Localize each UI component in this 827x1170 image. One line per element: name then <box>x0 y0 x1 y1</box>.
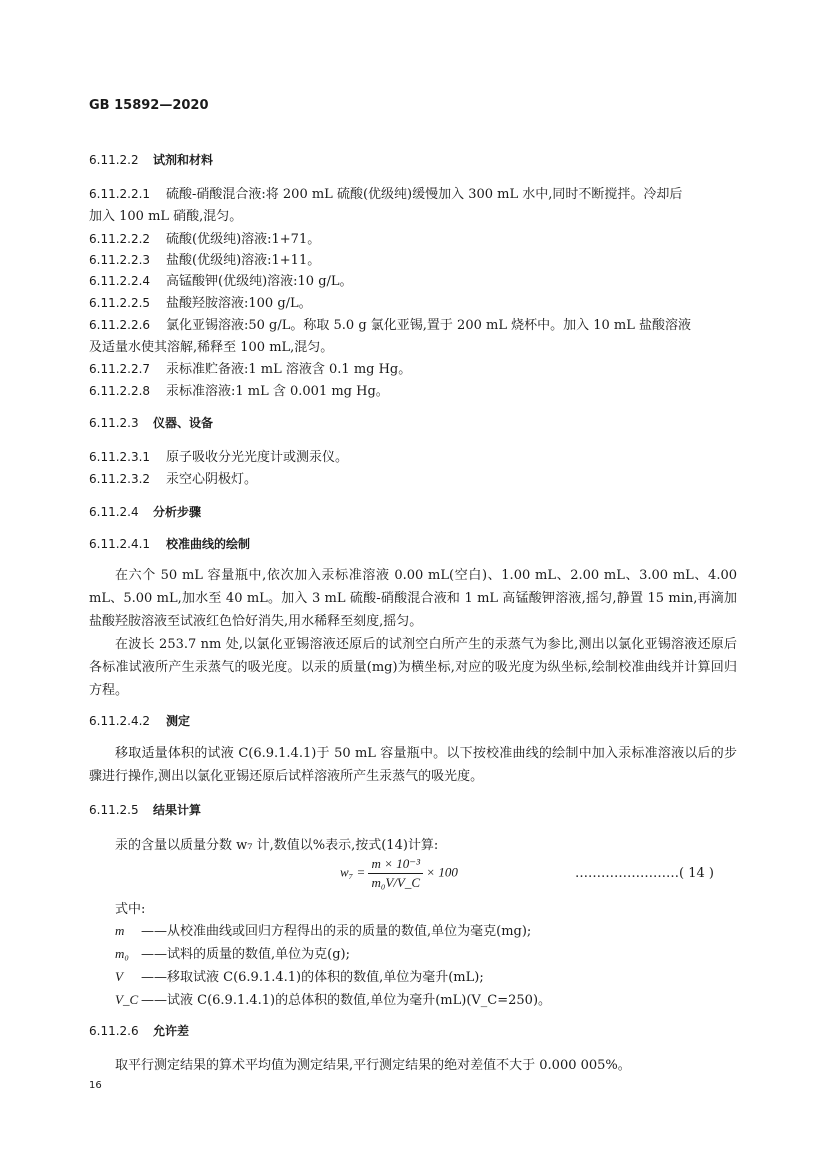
variable-m: m ——从校准曲线或回归方程得出的汞的质量的数值,单位为毫克(mg); <box>115 923 532 939</box>
standard-number: GB 15892—2020 <box>89 98 209 113</box>
equation-number: ……………………( 14 ) <box>575 866 714 881</box>
clause-6-11-2-2-8: 6.11.2.2.8 汞标准溶液:1 mL 含 0.001 mg Hg。 <box>89 384 389 399</box>
clause-6-11-2-2-3: 6.11.2.2.3 盐酸(优级纯)溶液:1+11。 <box>89 253 321 268</box>
where-label: 式中: <box>115 902 146 917</box>
page-number: 16 <box>89 1080 102 1091</box>
clause-6-11-2-2-1-cont: 加入 100 mL 硝酸,混匀。 <box>89 209 243 224</box>
formula-14: w₇ = $\frac{\text{m × 10⁻³}}{\text{m₀V/V\_C}}$ × 100 <box>340 856 458 890</box>
variable-vc: V_C ——试液 C(6.9.1.4.1)的总体积的数值,单位为毫升(mL)(V_C=250)。 <box>115 992 552 1008</box>
section-heading-6-11-2-6: 6.11.2.6 允许差 <box>89 1024 190 1038</box>
paragraph-determination: 移取适量体积的试液 C(6.9.1.4.1)于 50 mL 容量瓶中。以下按校准曲线的绘制中加入汞标准溶液以后的步骤进行操作,测出以氯化亚锡还原后试样溶液所产生汞蒸气的吸光度。 <box>89 746 737 784</box>
clause-6-11-2-2-1: 6.11.2.2.1 硫酸-硝酸混合液:将 200 mL 硫酸(优级纯)缓慢加入 300 mL 水中,同时不断搅拌。冷却后 <box>89 187 683 202</box>
clause-6-11-2-2-2: 6.11.2.2.2 硫酸(优级纯)溶液:1+71。 <box>89 232 321 247</box>
section-heading-6-11-2-3: 6.11.2.3 仪器、设备 <box>89 416 214 430</box>
section-heading-6-11-2-4-1: 6.11.2.4.1 校准曲线的绘制 <box>89 537 251 551</box>
clause-6-11-2-2-4: 6.11.2.2.4 高锰酸钾(优级纯)溶液:10 g/L。 <box>89 274 353 289</box>
variable-v: V ——移取试液 C(6.9.1.4.1)的体积的数值,单位为毫升(mL); <box>115 969 484 985</box>
formula-fraction: $\frac{\text{m × 10⁻³}}{\text{m₀V/V\_C}}$ <box>368 856 423 891</box>
clause-6-11-2-2-5: 6.11.2.2.5 盐酸羟胺溶液:100 g/L。 <box>89 296 312 311</box>
section-heading-6-11-2-2: 6.11.2.2 试剂和材料 <box>89 153 214 167</box>
variable-m0: m₀ ——试料的质量的数值,单位为克(g); <box>115 946 350 962</box>
section-heading-6-11-2-4: 6.11.2.4 分析步骤 <box>89 505 202 519</box>
paragraph-allowable-difference: 取平行测定结果的算术平均值为测定结果,平行测定结果的绝对差值不大于 0.000 005%。 <box>115 1058 631 1073</box>
paragraph-calibration-2: 在波长 253.7 nm 处,以氯化亚锡溶液还原后的试剂空白所产生的汞蒸气为参比,测出以氯化亚锡溶液还原后各标准试液所产生汞蒸气的吸光度。以汞的质量(mg)为横坐标,对应的吸光度为纵坐标,绘制校准曲线并计算回归方程。 <box>89 637 737 698</box>
section-heading-6-11-2-4-2: 6.11.2.4.2 测定 <box>89 714 191 728</box>
paragraph-calibration-1: 在六个 50 mL 容量瓶中,依次加入汞标准溶液 0.00 mL(空白)、1.00 mL、2.00 mL、3.00 mL、4.00 mL、5.00 mL,加水至 40 mL。加入 3 mL 硫酸-硝酸混合液和 1 mL 高锰酸钾溶液,摇匀,静置 15 min,再滴加盐酸羟胺溶液至试液红色恰好消失,用水稀释至刻度,摇匀。 <box>89 568 737 629</box>
clause-6-11-2-2-7: 6.11.2.2.7 汞标准贮备液:1 mL 溶液含 0.1 mg Hg。 <box>89 362 412 377</box>
clause-6-11-2-2-6: 6.11.2.2.6 氯化亚锡溶液:50 g/L。称取 5.0 g 氯化亚锡,置于 200 mL 烧杯中。加入 10 mL 盐酸溶液 <box>89 318 691 333</box>
clause-6-11-2-3-2: 6.11.2.3.2 汞空心阴极灯。 <box>89 472 258 487</box>
clause-6-11-2-3-1: 6.11.2.3.1 原子吸收分光光度计或测汞仪。 <box>89 450 349 465</box>
section-heading-6-11-2-5: 6.11.2.5 结果计算 <box>89 803 202 817</box>
clause-6-11-2-2-6-cont: 及适量水使其溶解,稀释至 100 mL,混匀。 <box>89 340 334 355</box>
formula-intro: 汞的含量以质量分数 w₇ 计,数值以%表示,按式(14)计算: <box>115 838 439 853</box>
